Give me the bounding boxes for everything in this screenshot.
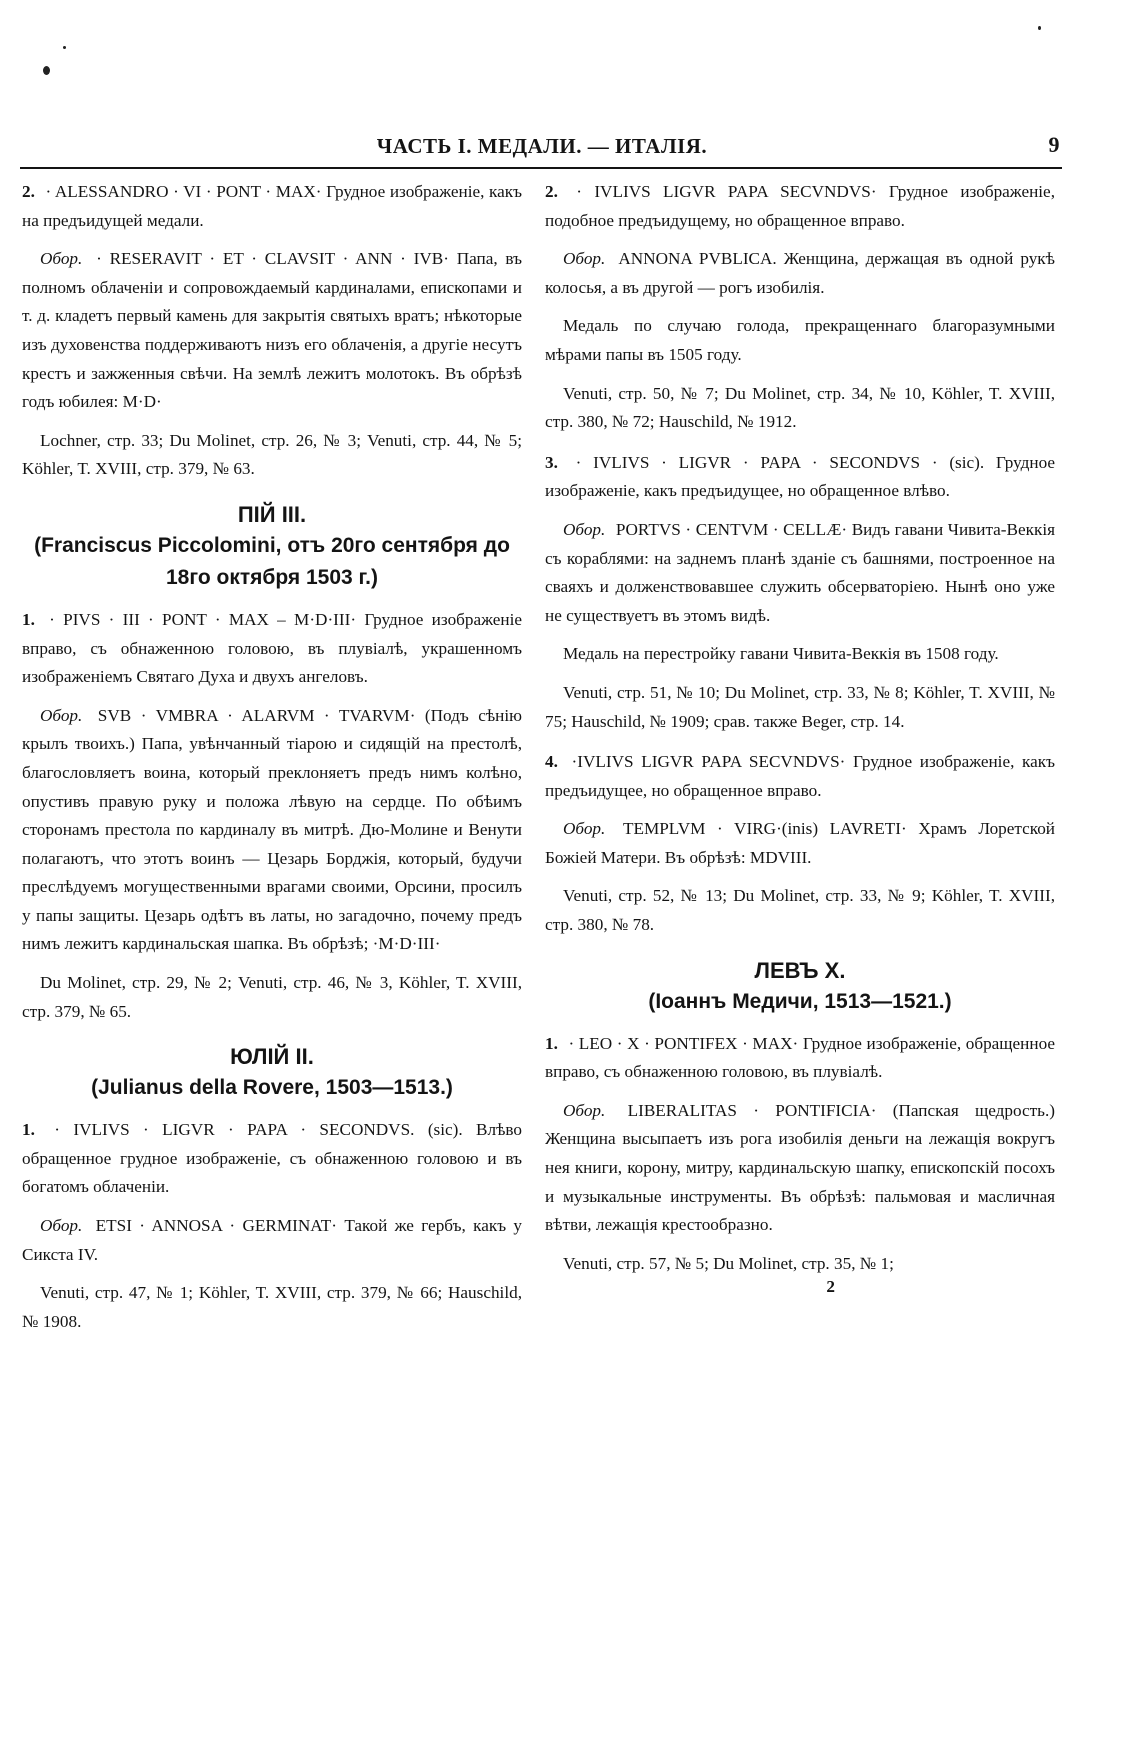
reverse-label: Обор. xyxy=(40,249,83,269)
running-header xyxy=(22,130,1062,164)
entry-julius-3-reverse xyxy=(545,516,1055,630)
left-column xyxy=(22,178,522,1348)
entry-julius-2-references: Venuti, стр. 50, № 7; Du Molinet, стр. 34, № 10, Köhler, T. XVIII, стр. 380, № 72; Hauschild, № 1912. xyxy=(545,383,1055,432)
entry-alexander-obverse xyxy=(22,178,522,235)
entry-obverse-text: ·IVLIVS LIGVR PAPA SECVNDVS· Грудное изображеніе, какъ предъидущее, но обращенное вправо. xyxy=(545,752,1055,800)
section-heading-julius xyxy=(22,1042,522,1104)
section-subtitle: (Іоаннъ Медичи, 1513—1521.) xyxy=(648,989,952,1013)
entry-julius-2-obverse xyxy=(545,178,1055,235)
entry-julius-references: Venuti, стр. 47, № 1; Köhler, T. XVIII, стр. 379, № 66; Hauschild, № 1908. xyxy=(22,1283,522,1331)
entry-reverse-text: ETSI · ANNOSA · GERMINAT· Такой же гербъ, какъ у Сикста IV. xyxy=(22,1216,523,1264)
reverse-label: Обор. xyxy=(563,1100,606,1120)
reverse-label: Обор. xyxy=(563,819,606,839)
entry-number: 2. xyxy=(545,182,558,201)
section-heading-pius xyxy=(22,500,522,594)
entry-julius-reverse xyxy=(22,1212,522,1269)
entry-number: 1. xyxy=(22,1120,35,1140)
entry-number: 3. xyxy=(545,452,558,472)
reverse-label: Обор. xyxy=(563,519,606,539)
ink-speck xyxy=(1038,26,1041,30)
entry-leo-reverse xyxy=(545,1097,1055,1240)
entry-julius-3-references: Venuti, стр. 51, № 10; Du Molinet, стр. 33, № 8; Köhler, T. XVIII, № 75; Hauschild, № 1909; срав. также Beger, стр. 14. xyxy=(545,682,1055,731)
entry-julius-obverse xyxy=(22,1116,522,1202)
section-subtitle: (Julianus della Rovere, 1503—1513.) xyxy=(91,1076,453,1100)
header-title: ЧАСТЬ I. МЕДАЛИ. — ИТАЛІЯ. xyxy=(376,134,708,158)
entry-reverse-text: TEMPLVM · VIRG·(inis) LAVRETI· Храмъ Лоретской Божіей Матери. Въ обрѣзѣ: MDVIII. xyxy=(545,819,1055,867)
header-rule xyxy=(20,167,1062,169)
entry-pius-references: Du Molinet, стр. 29, № 2; Venuti, стр. 46, № 3, Köhler, T. XVIII, стр. 379, № 65. xyxy=(22,973,522,1021)
entry-julius-4-reverse xyxy=(545,815,1055,872)
entry-julius-3-obverse xyxy=(545,449,1055,506)
entry-obverse-text: · LEO · X · PONTIFEX · MAX· Грудное изображеніе, обращенное вправо, съ обнаженною головою, въ плувіалѣ. xyxy=(545,1033,1055,1082)
entry-reverse-text: SVB · VMBRA · ALARVM · TVARVM· (Подъ сѣнію крылъ твоихъ.) Папа, увѣнчанный тіарою и сидящій на престолѣ, благословляетъ воина, который преклоняетъ предъ нимъ колѣно, опустивъ правую руку и положа лѣвую на сердце. По обѣимъ сторонамъ престола по кардиналу въ митрѣ. Дю-Молине и Венути полагаютъ, что этотъ воинъ — Цезарь Борджія, который, будучи преслѣдуемъ могущественными врагами своими, Орсини, просилъ у папы защиты. Цезарь одѣтъ въ латы, но загадочно, почему предъ нимъ лежитъ кардинальская шапка. Въ обрѣзѣ; ·M·D·III· xyxy=(22,705,522,954)
entry-number: 4. xyxy=(545,752,558,772)
entry-number: 1. xyxy=(545,1033,558,1053)
entry-obverse-text: · IVLIVS · LIGVR · PAPA · SECONDVS. (sic). Влѣво обращенное грудное изображеніе, съ обнаженною головою и въ богатомъ облаченіи. xyxy=(22,1120,522,1197)
entry-alexander-references: Lochner, стр. 33; Du Molinet, стр. 26, № 3; Venuti, стр. 44, № 5; Köhler, T. XVIII, стр. 379, № 63. xyxy=(22,430,522,479)
entry-julius-3-note: Медаль на перестройку гавани Чивита-Веккія въ 1508 году. xyxy=(563,644,999,664)
entry-obverse-text: · IVLIVS · LIGVR · PAPA · SECONDVS · (sic). Грудное изображеніе, какъ предъидущее, но обращенное влѣво. xyxy=(545,452,1056,501)
signature-mark: 2 xyxy=(826,1277,835,1297)
right-column xyxy=(545,178,1055,1296)
entry-julius-2-note: Медаль по случаю голода, прекращеннаго благоразумными мѣрами папы въ 1505 году. xyxy=(545,316,1055,364)
page-number: 9 xyxy=(1048,132,1060,157)
entry-reverse-text: PORTVS · CENTVM · CELLÆ· Видъ гавани Чивита-Веккія съ кораблями: на заднемъ планѣ зданіе съ башнями, построенное на сваяхъ и долженствовавшее служить обсерваторіею. Нынѣ оно уже не существуетъ въ этомъ видѣ. xyxy=(545,519,1056,625)
entry-leo-references: Venuti, стр. 57, № 5; Du Molinet, стр. 35, № 1; xyxy=(563,1253,894,1273)
entry-reverse-text: · RESERAVIT · ET · CLAVSIT · ANN · IVB· Папа, въ полномъ облаченіи и сопровождаемый кардиналами, епископами и т. д. кладетъ первый камень для закрытія святыхъ вратъ; нѣкоторые изъ духовенства поддерживаютъ низъ его облаченія, а другіе несутъ крестъ и зажженныя свѣчи. На землѣ лежитъ молотокъ. Въ обрѣзѣ годъ юбилея: M·D· xyxy=(22,249,522,412)
reverse-label: Обор. xyxy=(40,1216,83,1236)
entry-reverse-text: LIBERALITAS · PONTIFICIA· (Папская щедрость.) Женщина высыпаетъ изъ рога изобилія деньги на лежащія вокругъ нея книги, корону, митру, кардинальскую шапку, епископскій посохъ и музыкальные инструменты. Въ обрѣзѣ: пальмовая и масличная вѣтви, лежащія крестообразно. xyxy=(545,1100,1056,1235)
entry-julius-4-references: Venuti, стр. 52, № 13; Du Molinet, стр. 33, № 9; Köhler, T. XVIII, стр. 380, № 78. xyxy=(545,886,1055,935)
entry-pius-obverse xyxy=(22,606,522,692)
entry-obverse-text: · IVLIVS LIGVR PAPA SECVNDVS· Грудное изображеніе, подобное предъидущему, но обращенное вправо. xyxy=(545,182,1055,230)
entry-obverse-text: · ALESSANDRO · VI · PONT · MAX· Грудное изображеніе, какъ на предъидущей медали. xyxy=(22,182,523,230)
reverse-label: Обор. xyxy=(40,705,83,725)
entry-julius-2-reverse xyxy=(545,245,1055,302)
entry-number: 1. xyxy=(22,609,35,629)
section-heading-leo xyxy=(545,956,1055,1018)
section-subtitle: (Franciscus Piccolomini, отъ 20го сентября до 18го октября 1503 г.) xyxy=(34,533,510,589)
ink-speck xyxy=(43,66,50,75)
section-title: ПІЙ III. xyxy=(237,501,307,527)
entry-leo-obverse xyxy=(545,1030,1055,1087)
entry-number: 2. xyxy=(22,182,35,201)
reverse-label: Обор. xyxy=(563,249,606,269)
entry-julius-4-obverse xyxy=(545,748,1055,805)
section-title: ЮЛІЙ II. xyxy=(230,1044,314,1070)
entry-pius-reverse xyxy=(22,702,522,959)
entry-obverse-text: · PIVS · III · PONT · MAX – M·D·III· Грудное изображеніе вправо, съ обнаженною головою, въ плувіалѣ, украшенномъ изображеніемъ Святаго Духа и двухъ ангеловъ. xyxy=(22,609,523,687)
entry-alexander-reverse xyxy=(22,245,522,417)
ink-speck xyxy=(63,46,66,49)
entry-reverse-text: ANNONA PVBLICA. Женщина, держащая въ одной рукѣ колосья, а въ другой — рогъ изобилія. xyxy=(545,249,1055,297)
section-title: ЛЕВЪ X. xyxy=(754,957,846,983)
